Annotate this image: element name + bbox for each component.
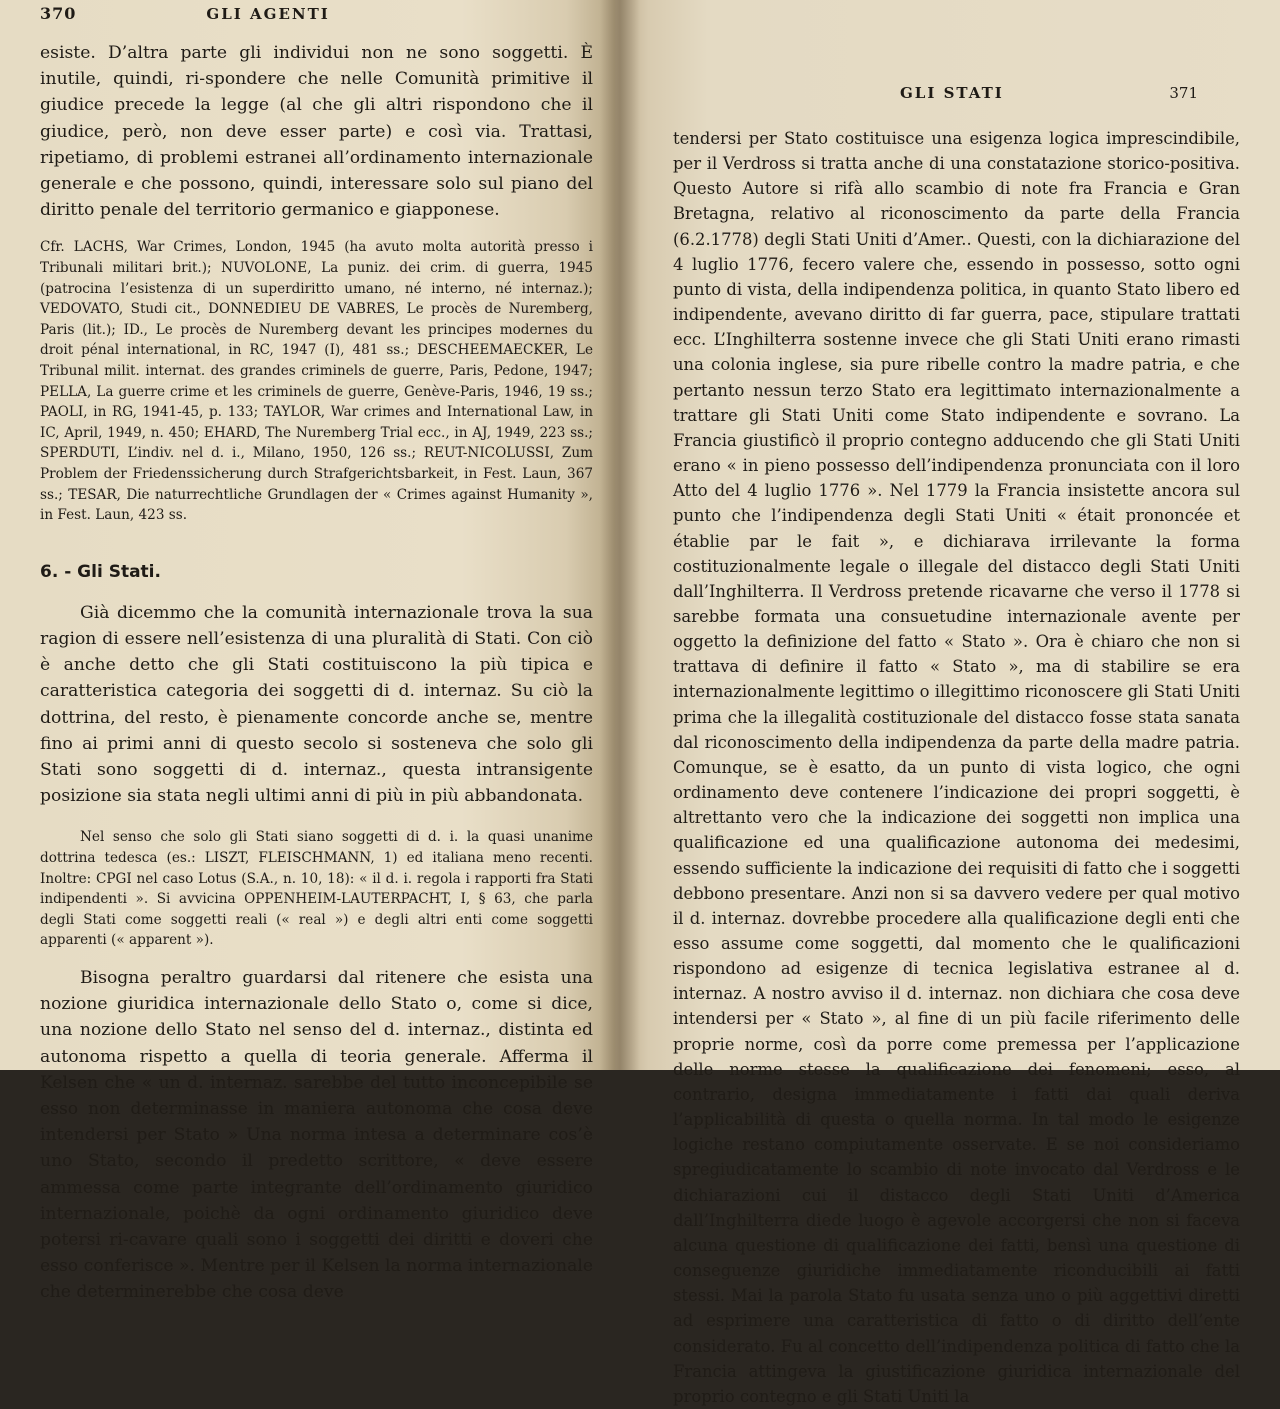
- left-page-number: 370: [40, 4, 77, 23]
- left-paragraph-3: Bisogna peraltro guardarsi dal ritenere che esista una nozione giuridica internazionale dello Stato o, come si dice, una nozione dello Stato nel senso del d. internaz., distinta ed autonoma rispetto a quella di teoria generale. Afferma il Kelsen che « un d. internaz. sarebbe del tutto inconcepibile se esso non determinasse in maniera autonoma che cosa deve intendersi per Stato » Una norma intesa a determinare cos’è uno Stato, secondo il predetto scrittore, « deve essere ammessa come parte integrante dell’ordinamento giuridico internazionale, poichè da ogni ordinamento giuridico deve potersi ri-cavare quali sono i soggetti dei diritti e doveri che esso conferisce ». Mentre per il Kelsen la norma internazionale che determinerebbe che cosa deve: [40, 967, 593, 1303]
- left-page-header: [40, 4, 593, 34]
- right-page-number: 371: [1169, 84, 1198, 102]
- section-heading: 6. - Gli Stati.: [40, 561, 161, 582]
- left-paragraph-2: Già dicemmo che la comunità internazionale trova la sua ragion di essere nell’esistenza di una pluralità di Stati. Con ciò è anche detto che gli Stati costituiscono la più tipica e caratteristica categoria dei soggetti di d. internaz. Su ciò la dottrina, del resto, è pienamente concorde anche se, mentre fino ai primi anni di questo secolo si sosteneva che solo gli Stati sono soggetti di d. internaz., questa intransigente posizione sia stata negli ultimi anni di più in più abbandonata.: [40, 602, 593, 807]
- left-footnote-2: Nel senso che solo gli Stati siano soggetti di d. i. la quasi unanime dottrina tedesca (es.: LISZT, FLEISCHMANN, 1) ed italiana meno recenti. Inoltre: CPGI nel caso Lotus (S.A., n. 10, 18): « il d. i. regola i rapporti fra Stati indipendenti ». Si avvicina OPPENHEIM-LAUTERPACHT, I, § 63, che parla degli Stati come soggetti reali (« real ») e degli altri enti come soggetti apparenti (« apparent »).: [40, 829, 593, 949]
- right-page: [615, 0, 1280, 1406]
- right-page-header: [615, 84, 1280, 108]
- left-footnote-1: Cfr. LACHS, War Crimes, London, 1945 (ha avuto molta autorità presso i Tribunali militari brit.); NUVOLONE, La puniz. dei crim. di guerra, 1945 (patrocina l’esistenza di un superdiritto umano, né interno, né internaz.); VEDOVATO, Studi cit., DONNEDIEU DE VABRES, Le procès de Nuremberg, Paris (lit.); ID., Le procès de Nuremberg devant les principes modernes du droit pénal international, in RC, 1947 (I), 481 ss.; DESCHEEMAECKER, Le Tribunal milit. internat. des grandes criminels de guerre, Paris, Pedone, 1947; PELLA, La guerre crime et les criminels de guerre, Genève-Paris, 1946, 19 ss.; PAOLI, in RG, 1941-45, p. 133; TAYLOR, War crimes and International Law, in IC, April, 1949, n. 450; EHARD, The Nuremberg Trial ecc., in AJ, 1949, 223 ss.; SPERDUTI, L’indiv. nel d. i., Milano, 1950, 126 ss.; REUT-NICOLUSSI, Zum Problem der Friedenssicherung durch Strafgerichtsbarkeit, in Fest. Laun, 367 ss.; TESAR, Die naturrechtliche Grundlagen der « Crimes against Humanity », in Fest. Laun, 423 ss.: [40, 239, 593, 524]
- right-paragraph: tendersi per Stato costituisce una esigenza logica imprescindibile, per il Verdross si tratta anche di una constatazione storico-positiva. Questo Autore si rifà allo scambio di note fra Francia e Gran Bretagna, relativo al riconoscimento da parte della Francia (6.2.1778) degli Stati Uniti d’Amer.. Questi, con la dichiarazione del 4 luglio 1776, fecero valere che, essendo in possesso, sotto ogni punto di vista, della indipendenza politica, in quanto Stato libero ed indipendente, avevano diritto di far guerra, pace, stipulare trattati ecc. L’Inghilterra sostenne invece che gli Stati Uniti erano rimasti una colonia inglese, sia pure ribelle contro la madre patria, e che pertanto nessun terzo Stato era legittimato internazionalmente a trattare gli Stati Uniti come Stato indipendente e sovrano. La Francia giustificò il proprio contegno adducendo che gli Stati Uniti erano « in pieno possesso dell’indipendenza pronunciata con il loro Atto del 4 luglio 1776 ». Nel 1779 la Francia insistette ancora sul punto che l’indipendenza degli Stati Uniti « était prononcée et établie par le fait », e dichiarava irrilevante la forma costituzionalmente legale o illegale del distacco degli Stati Uniti dall’Inghilterra. Il Verdross pretende ricavarne che verso il 1778 si sarebbe formata una consuetudine internazionale avente per oggetto la definizione del fatto « Stato ». Ora è chiaro che non si trattava di definire il fatto « Stato », ma di stabilire se era internazionalmente legittimo o illegittimo riconoscere gli Stati Uniti prima che la illegalità costituzionale del distacco fosse stata sanata dal riconoscimento della indipendenza da parte della madre patria. Comunque, se è esatto, da un punto di vista logico, che ogni ordinamento deve contenere l’indicazione dei propri soggetti, è altrettanto vero che la indicazione dei soggetti non implica una qualificazione ed una qualificazione autonoma dei medesimi, essendo sufficiente la indicazione dei requisiti di fatto che i soggetti debbono presentare. Anzi non si sa davvero vedere per qual motivo il d. internaz. dovrebbe procedere alla qualificazione degli enti che esso assume come soggetti, dal momento che le qualificazioni rispondono ad esigenze di tecnica legislativa estranee al d. internaz. A nostro avviso il d. internaz. non dichiara che cosa deve intendersi per « Stato », al fine di un più facile riferimento delle proprie norme, così da porre come premessa per l’applicazione delle norme stesse la qualificazione dei fenomeni; esso, al contrario, designa immediatamente i fatti dai quali deriva l’applicabilità di questa o quella norma. In tal modo le esigenze logiche restano compiutamente osservate. E se noi consideriamo spregiudicatamente lo scambio di note invocato dal Verdross e le dichiarazioni cui il distacco degli Stati Uniti d’America dall’Inghilterra diede luogo è agevole accorgersi che non si faceva alcuna questione di qualificazione dei fatti, bensì una questione di conseguenze giuridiche immediatamente riconducibili ai fatti stessi. Mai la parola Stato fu usata senza uno o più aggettivi diretti ad esprimere una caratteristica di fatto o di diritto dell’ente considerato. Fu al concetto dell’indipendenza politica di fatto che la Francia attingeva la giustificazione giuridica internazionale del proprio contegno e gli Stati Uniti la: [673, 129, 1240, 1406]
- right-running-head: GLI STATI: [900, 84, 1004, 102]
- left-paragraph-1: esiste. D’altra parte gli individui non ne sono soggetti. È inutile, quindi, ri-spondere che nelle Comunità primitive il giudice precede la legge (al che gli altri rispondono che il giudice, però, non deve esser parte) e così via. Trattasi, ripetiamo, di problemi estranei all’ordinamento internazionale generale e che possono, quindi, interessare solo sul piano del diritto penale del territorio germanico e giapponese.: [40, 43, 593, 221]
- left-page: [0, 0, 615, 1303]
- left-running-head: GLI AGENTI: [206, 5, 330, 23]
